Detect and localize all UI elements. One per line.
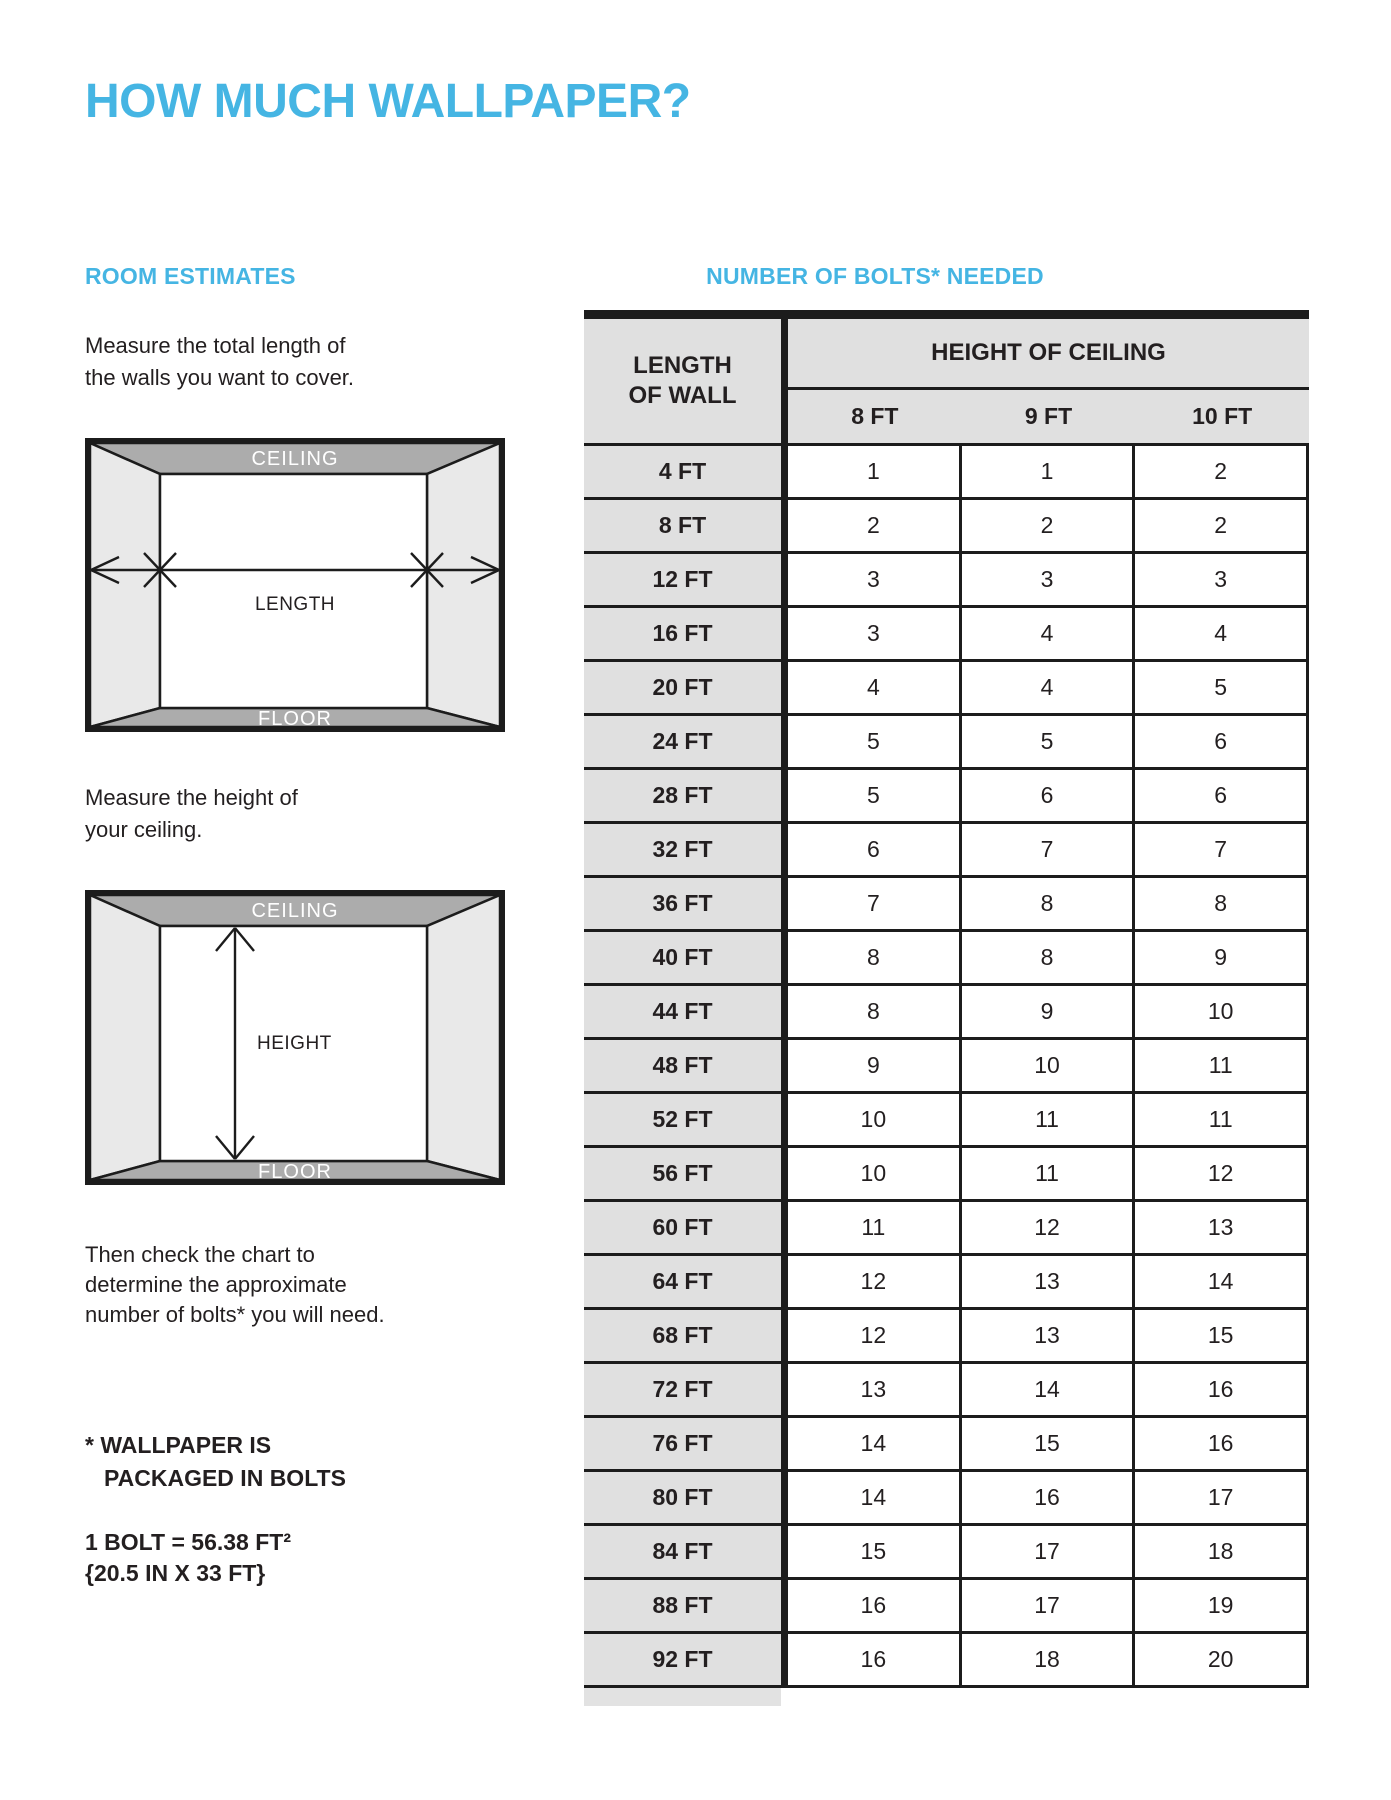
bolt-count-cell: 16 — [962, 1472, 1136, 1523]
row-length-cell: 64 FT — [584, 1256, 788, 1307]
bolt-count-cell: 9 — [1135, 932, 1309, 983]
bolt-footnote — [85, 1429, 346, 1495]
bolt-count-cell: 17 — [962, 1580, 1136, 1631]
table-row — [584, 932, 1309, 986]
bolt-count-cell: 6 — [1135, 716, 1309, 767]
bolt-count-cell: 11 — [788, 1202, 962, 1253]
bolt-count-cell: 5 — [788, 716, 962, 767]
height-of-ceiling-header-cell: HEIGHT OF CEILING — [788, 319, 1309, 390]
row-length-cell: 4 FT — [584, 446, 788, 497]
bolt-count-cell: 2 — [1135, 500, 1309, 551]
instruction-length-line1: Measure the total length of — [85, 333, 346, 358]
table-row — [584, 986, 1309, 1040]
bolt-count-cell: 9 — [788, 1040, 962, 1091]
bolt-equation-line1: 1 BOLT = 56.38 FT² — [85, 1529, 291, 1555]
column-header-10ft: 10 FT — [1192, 403, 1253, 429]
row-length-cell: 28 FT — [584, 770, 788, 821]
bolt-count-cell: 12 — [962, 1202, 1136, 1253]
bolt-count-cell: 7 — [962, 824, 1136, 875]
bolt-count-cell: 6 — [962, 770, 1136, 821]
row-length-cell: 68 FT — [584, 1310, 788, 1361]
bolt-count-cell: 4 — [962, 662, 1136, 713]
height-label: HEIGHT — [257, 1033, 332, 1054]
table-row — [584, 716, 1309, 770]
table-row — [584, 770, 1309, 824]
row-length-cell: 84 FT — [584, 1526, 788, 1577]
bolt-count-cell: 13 — [1135, 1202, 1309, 1253]
table-row — [584, 1580, 1309, 1634]
bolt-count-cell: 8 — [962, 878, 1136, 929]
bolt-count-cell: 17 — [1135, 1472, 1309, 1523]
bolt-count-cell: 10 — [1135, 986, 1309, 1037]
row-length-cell: 52 FT — [584, 1094, 788, 1145]
bolt-count-cell: 4 — [788, 662, 962, 713]
left-wall-panel — [90, 895, 160, 1180]
bolt-count-cell: 2 — [962, 500, 1136, 551]
bolt-count-cell: 8 — [962, 932, 1136, 983]
bolt-count-cell: 12 — [1135, 1148, 1309, 1199]
row-length-cell: 40 FT — [584, 932, 788, 983]
bolt-count-cell: 16 — [788, 1634, 962, 1685]
table-row — [584, 1040, 1309, 1094]
room-estimates-heading: ROOM ESTIMATES — [85, 263, 296, 289]
bolt-count-cell: 13 — [788, 1364, 962, 1415]
ceiling-label: CEILING — [251, 900, 339, 922]
table-row — [584, 1526, 1309, 1580]
right-wall-panel — [427, 895, 500, 1180]
row-length-cell: 20 FT — [584, 662, 788, 713]
instruction-height-line1: Measure the height of — [85, 785, 298, 810]
table-row — [584, 824, 1309, 878]
bolt-count-cell: 12 — [788, 1310, 962, 1361]
table-row — [584, 554, 1309, 608]
bolt-count-cell: 15 — [962, 1418, 1136, 1469]
ceiling-height-columns — [788, 390, 1309, 443]
instruction-height-line2: your ceiling. — [85, 817, 203, 842]
row-length-cell: 32 FT — [584, 824, 788, 875]
bolt-count-cell: 11 — [1135, 1040, 1309, 1091]
bolt-count-cell: 8 — [788, 986, 962, 1037]
bolt-equation-line2: {20.5 IN X 33 FT} — [85, 1560, 266, 1586]
bolts-table — [584, 310, 1309, 1706]
bolt-count-cell: 3 — [1135, 554, 1309, 605]
row-length-cell: 60 FT — [584, 1202, 788, 1253]
room-length-diagram — [85, 438, 505, 732]
instruction-chart — [85, 1240, 385, 1330]
page-title: HOW MUCH WALLPAPER? — [85, 75, 691, 128]
bolt-count-cell: 7 — [1135, 824, 1309, 875]
table-footer-stub — [584, 1688, 781, 1706]
bolt-count-cell: 11 — [962, 1148, 1136, 1199]
right-wall-panel — [427, 443, 500, 727]
bolt-count-cell: 12 — [788, 1256, 962, 1307]
table-body — [584, 446, 1309, 1688]
table-row — [584, 1202, 1309, 1256]
bolt-count-cell: 11 — [962, 1094, 1136, 1145]
bolt-count-cell: 14 — [788, 1472, 962, 1523]
row-length-cell: 92 FT — [584, 1634, 788, 1685]
table-row — [584, 1364, 1309, 1418]
table-row — [584, 446, 1309, 500]
instruction-length — [85, 330, 354, 394]
length-of-wall-line2: OF WALL — [628, 382, 737, 409]
bolt-footnote-line2: PACKAGED IN BOLTS — [104, 1465, 346, 1491]
bolt-count-cell: 6 — [788, 824, 962, 875]
row-length-cell: 12 FT — [584, 554, 788, 605]
bolt-count-cell: 10 — [962, 1040, 1136, 1091]
bolt-count-cell: 13 — [962, 1310, 1136, 1361]
back-wall-panel — [160, 474, 427, 708]
bolt-count-cell: 6 — [1135, 770, 1309, 821]
instruction-chart-line1: Then check the chart to — [85, 1242, 315, 1267]
bolt-count-cell: 1 — [962, 446, 1136, 497]
table-row — [584, 662, 1309, 716]
bolt-count-cell: 13 — [962, 1256, 1136, 1307]
column-header-9ft: 9 FT — [1024, 403, 1073, 429]
floor-label: FLOOR — [258, 708, 332, 730]
table-row — [584, 878, 1309, 932]
table-row — [584, 500, 1309, 554]
row-length-cell: 76 FT — [584, 1418, 788, 1469]
row-length-cell: 48 FT — [584, 1040, 788, 1091]
bolt-count-cell: 18 — [962, 1634, 1136, 1685]
bolt-count-cell: 8 — [1135, 878, 1309, 929]
bolt-count-cell: 15 — [788, 1526, 962, 1577]
table-row — [584, 1094, 1309, 1148]
bolt-count-cell: 16 — [1135, 1418, 1309, 1469]
bolt-count-cell: 3 — [788, 554, 962, 605]
bolt-count-cell: 1 — [788, 446, 962, 497]
bolt-count-cell: 20 — [1135, 1634, 1309, 1685]
length-of-wall-line1: LENGTH — [633, 352, 732, 379]
row-length-cell: 56 FT — [584, 1148, 788, 1199]
bolt-count-cell: 2 — [1135, 446, 1309, 497]
table-row — [584, 1418, 1309, 1472]
length-label: LENGTH — [254, 594, 336, 615]
bolt-count-cell: 14 — [962, 1364, 1136, 1415]
table-row — [584, 1310, 1309, 1364]
row-length-cell: 72 FT — [584, 1364, 788, 1415]
bolt-count-cell: 10 — [788, 1094, 962, 1145]
table-row — [584, 1472, 1309, 1526]
floor-label: FLOOR — [258, 1161, 332, 1183]
bolt-count-cell: 5 — [788, 770, 962, 821]
table-row — [584, 1634, 1309, 1688]
bolt-count-cell: 14 — [788, 1418, 962, 1469]
row-length-cell: 80 FT — [584, 1472, 788, 1523]
room-height-diagram — [85, 890, 505, 1185]
row-length-cell: 88 FT — [584, 1580, 788, 1631]
column-header-8ft: 8 FT — [851, 403, 899, 429]
bolt-count-cell: 7 — [788, 878, 962, 929]
table-row — [584, 1148, 1309, 1202]
row-length-cell: 8 FT — [584, 500, 788, 551]
bolt-count-cell: 11 — [1135, 1094, 1309, 1145]
bolt-count-cell: 4 — [962, 608, 1136, 659]
ceiling-height-header-group — [788, 319, 1309, 443]
bolt-footnote-line1: * WALLPAPER IS — [85, 1432, 272, 1458]
instruction-height — [85, 782, 298, 846]
bolt-count-cell: 17 — [962, 1526, 1136, 1577]
table-row — [584, 1256, 1309, 1310]
row-length-cell: 36 FT — [584, 878, 788, 929]
bolts-table-heading: NUMBER OF BOLTS* NEEDED — [706, 263, 1044, 289]
bolt-count-cell: 2 — [788, 500, 962, 551]
bolt-count-cell: 9 — [962, 986, 1136, 1037]
instruction-length-line2: the walls you want to cover. — [85, 365, 355, 390]
bolt-count-cell: 3 — [962, 554, 1136, 605]
ceiling-label: CEILING — [251, 448, 339, 470]
bolt-count-cell: 16 — [788, 1580, 962, 1631]
length-of-wall-header-cell — [584, 319, 788, 443]
bolt-count-cell: 3 — [788, 608, 962, 659]
bolt-count-cell: 19 — [1135, 1580, 1309, 1631]
bolt-count-cell: 16 — [1135, 1364, 1309, 1415]
bolt-count-cell: 14 — [1135, 1256, 1309, 1307]
table-header — [584, 319, 1309, 446]
bolt-equation — [85, 1527, 291, 1589]
bolt-count-cell: 10 — [788, 1148, 962, 1199]
bolt-count-cell: 15 — [1135, 1310, 1309, 1361]
instruction-chart-line3: number of bolts* you will need. — [85, 1302, 385, 1327]
table-row — [584, 608, 1309, 662]
table-top-border — [584, 310, 1309, 319]
row-length-cell: 44 FT — [584, 986, 788, 1037]
row-length-cell: 16 FT — [584, 608, 788, 659]
bolt-count-cell: 8 — [788, 932, 962, 983]
bolt-count-cell: 18 — [1135, 1526, 1309, 1577]
row-length-cell: 24 FT — [584, 716, 788, 767]
bolt-count-cell: 4 — [1135, 608, 1309, 659]
bolt-count-cell: 5 — [962, 716, 1136, 767]
bolt-count-cell: 5 — [1135, 662, 1309, 713]
left-wall-panel — [90, 443, 160, 727]
instruction-chart-line2: determine the approximate — [85, 1272, 347, 1297]
